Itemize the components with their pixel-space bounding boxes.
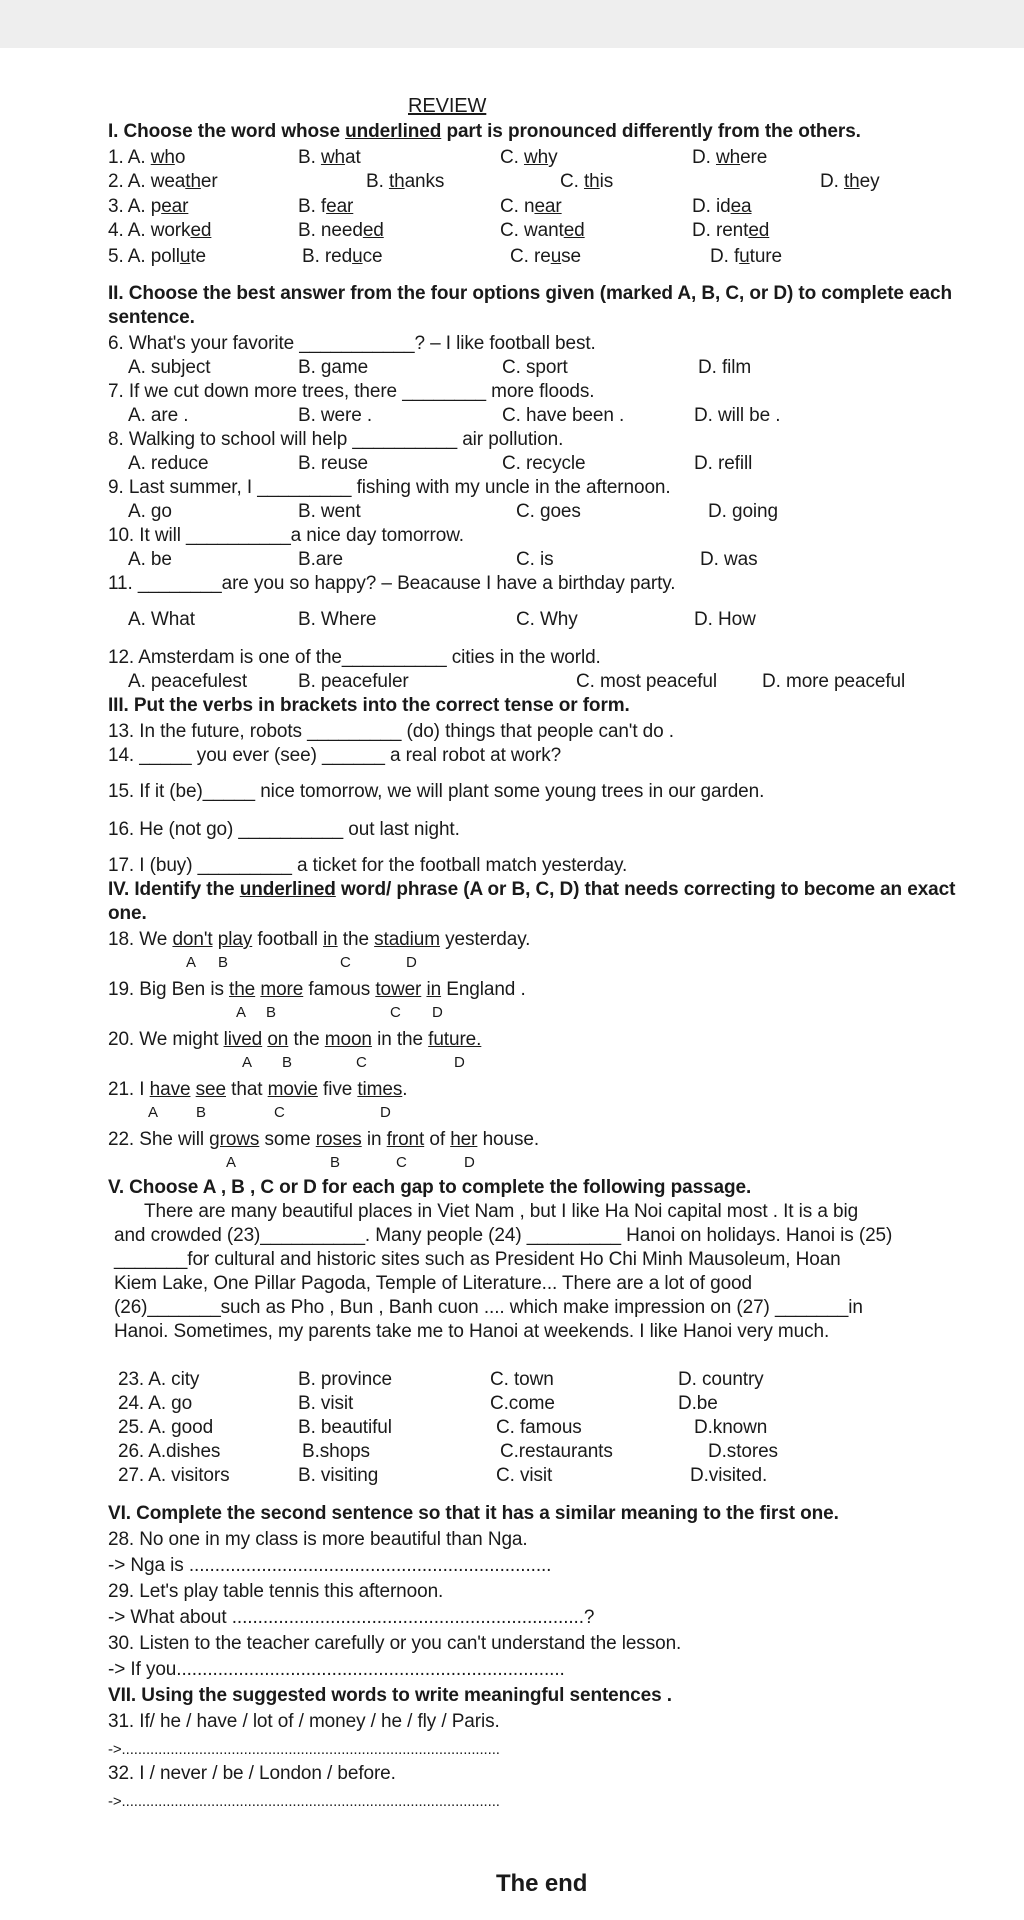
q11-option-a: A. What: [128, 609, 195, 630]
q25-option-c: C. famous: [496, 1417, 582, 1438]
q12-option-b: B. peacefuler: [298, 671, 409, 692]
q2-option-b: B. thanks: [366, 171, 445, 192]
section-6-heading: VI. Complete the second sentence so that it has a similar meaning to the first one.: [108, 1503, 839, 1524]
q19-letter-a: A: [236, 1004, 246, 1021]
q6-stem: 6. What's your favorite ___________? – I like football best.: [108, 333, 596, 354]
q9-option-b: B. went: [298, 501, 361, 522]
passage-line: There are many beautiful places in Viet Nam , but I like Ha Noi capital most . It is a big: [144, 1201, 859, 1222]
q25-option-a: 25. A. good: [118, 1417, 214, 1438]
q18-letter-b: B: [218, 954, 228, 971]
q3-option-d: D. idea: [692, 196, 752, 217]
q31: 31. If/ he / have / lot of / money / he / fly / Paris.: [108, 1711, 500, 1732]
section-1-heading: I. Choose the word whose underlined part is pronounced differently from the others.: [108, 121, 861, 142]
q10-option-c: C. is: [516, 549, 554, 570]
q13: 13. In the future, robots _________ (do) things that people can't do .: [108, 721, 674, 742]
section-3-heading: III. Put the verbs in brackets into the correct tense or form.: [108, 695, 630, 716]
q7-option-d: D. will be .: [694, 405, 781, 426]
q28: 28. No one in my class is more beautiful than Nga.: [108, 1529, 528, 1550]
q30-answer-line: -> If you...........................................................................: [108, 1659, 565, 1680]
q7-option-b: B. were .: [298, 405, 373, 426]
q2-option-d: D. they: [820, 171, 880, 192]
q20: 20. We might lived on the moon in the future.: [108, 1029, 482, 1050]
q1-option-c: C. why: [500, 147, 558, 168]
q24-option-a: 24. A. go: [118, 1393, 193, 1414]
q20-letter-d: D: [454, 1054, 465, 1071]
q8-option-b: B. reuse: [298, 453, 368, 474]
q22: 22. She will grows some roses in front of her house.: [108, 1129, 540, 1150]
q3-option-c: C. near: [500, 196, 562, 217]
q12-option-c: C. most peaceful: [576, 671, 717, 692]
q23-option-b: B. province: [298, 1369, 392, 1390]
q20-letter-a: A: [242, 1054, 252, 1071]
section-2-heading: II. Choose the best answer from the four options given (marked A, B, C, or D) to complete each: [108, 283, 952, 304]
q23-option-a: 23. A. city: [118, 1369, 200, 1390]
q19: 19. Big Ben is the more famous tower in England .: [108, 979, 526, 1000]
q5-option-b: B. reduce: [302, 246, 383, 267]
q6-option-a: A. subject: [128, 357, 211, 378]
q26-option-d: D.stores: [708, 1441, 778, 1462]
q6-option-d: D. film: [698, 357, 752, 378]
q21-letter-b: B: [196, 1104, 206, 1121]
q23-option-d: D. country: [678, 1369, 764, 1390]
q17: 17. I (buy) _________ a ticket for the football match yesterday.: [108, 855, 628, 876]
q12-option-a: A. peacefulest: [128, 671, 248, 692]
q2-option-c: C. this: [560, 171, 614, 192]
q20-letter-c: C: [356, 1054, 367, 1071]
q1-option-b: B. what: [298, 147, 361, 168]
page-title: REVIEW: [408, 95, 487, 117]
q18-letter-a: A: [186, 954, 196, 971]
q32-answer-line: ->.............................................................................................: [108, 1793, 500, 1810]
q11-option-b: B. Where: [298, 609, 377, 630]
passage-line: Hanoi. Sometimes, my parents take me to Hanoi at weekends. I like Hanoi very much.: [114, 1321, 830, 1342]
q27-option-d: D.visited.: [690, 1465, 768, 1486]
passage-line: Kiem Lake, One Pillar Pagoda, Temple of Literature... There are a lot of good: [114, 1273, 752, 1294]
q10-stem: 10. It will __________a nice day tomorrow.: [108, 525, 464, 546]
q21-letter-c: C: [274, 1104, 285, 1121]
q4-option-d: D. rented: [692, 220, 770, 241]
q9-stem: 9. Last summer, I _________ fishing with my uncle in the afternoon.: [108, 477, 671, 498]
q11-stem: 11. ________are you so happy? – Beacause I have a birthday party.: [108, 573, 676, 594]
q10-option-d: D. was: [700, 549, 758, 570]
q21: 21. I have see that movie five times.: [108, 1079, 408, 1100]
q22-letter-d: D: [464, 1154, 475, 1171]
q24-option-d: D.be: [678, 1393, 718, 1414]
q4-option-a: 4. A. worked: [108, 220, 212, 241]
q22-letter-b: B: [330, 1154, 340, 1171]
q9-option-d: D. going: [708, 501, 778, 522]
q18: 18. We don't play football in the stadium yesterday.: [108, 929, 531, 950]
q10-option-a: A. be: [128, 549, 172, 570]
q7-option-a: A. are .: [128, 405, 189, 426]
passage-line: (26)_______such as Pho , Bun , Banh cuon .... which make impression on (27) _______in: [114, 1297, 863, 1318]
q11-option-c: C. Why: [516, 609, 578, 630]
q20-letter-b: B: [282, 1054, 292, 1071]
q12-option-d: D. more peaceful: [762, 671, 906, 692]
q22-letter-c: C: [396, 1154, 407, 1171]
q6-option-c: C. sport: [502, 357, 568, 378]
q21-letter-d: D: [380, 1104, 391, 1121]
q26-option-b: B.shops: [302, 1441, 370, 1462]
q3-option-b: B. fear: [298, 196, 354, 217]
q23-option-c: C. town: [490, 1369, 554, 1390]
q16: 16. He (not go) __________ out last night.: [108, 819, 460, 840]
q5-option-c: C. reuse: [510, 246, 582, 267]
q25-option-b: B. beautiful: [298, 1417, 392, 1438]
q6-option-b: B. game: [298, 357, 369, 378]
q1-option-a: 1. A. who: [108, 147, 186, 168]
viewer-top-bar: [0, 0, 1024, 48]
q8-option-a: A. reduce: [128, 453, 209, 474]
q3-option-a: 3. A. pear: [108, 196, 189, 217]
q7-stem: 7. If we cut down more trees, there ________ more floods.: [108, 381, 595, 402]
end-text: The end: [496, 1870, 588, 1897]
q30: 30. Listen to the teacher carefully or you can't understand the lesson.: [108, 1633, 682, 1654]
worksheet-page: [0, 48, 1024, 1920]
q5-option-a: 5. A. pollute: [108, 246, 207, 267]
q7-option-c: C. have been .: [502, 405, 625, 426]
q25-option-d: D.known: [694, 1417, 768, 1438]
section-2-heading-cont: sentence.: [108, 307, 195, 328]
q9-option-c: C. goes: [516, 501, 581, 522]
q32: 32. I / never / be / London / before.: [108, 1763, 396, 1784]
q12-stem: 12. Amsterdam is one of the__________ cities in the world.: [108, 647, 601, 668]
q27-option-b: B. visiting: [298, 1465, 379, 1486]
passage-line: and crowded (23)__________. Many people (24) _________ Hanoi on holidays. Hanoi is (25): [114, 1225, 893, 1246]
q10-option-b: B.are: [298, 549, 343, 570]
q21-letter-a: A: [148, 1104, 158, 1121]
q24-option-b: B. visit: [298, 1393, 354, 1414]
q18-letter-d: D: [406, 954, 417, 971]
q29: 29. Let's play table tennis this afternoon.: [108, 1581, 444, 1602]
passage-line: _______for cultural and historic sites such as President Ho Chi Minh Mausoleum, Hoan: [114, 1249, 841, 1270]
section-4-heading: IV. Identify the underlined word/ phrase (A or B, C, D) that needs correcting to become an exact: [108, 879, 956, 900]
q14: 14. _____ you ever (see) ______ a real robot at work?: [108, 745, 562, 766]
q15: 15. If it (be)_____ nice tomorrow, we will plant some young trees in our garden.: [108, 781, 765, 802]
q4-option-b: B. needed: [298, 220, 384, 241]
q8-option-d: D. refill: [694, 453, 753, 474]
q1-option-d: D. where: [692, 147, 768, 168]
section-7-heading: VII. Using the suggested words to write meaningful sentences .: [108, 1685, 672, 1706]
q28-answer-line: -> Nga is ......................................................................: [108, 1555, 552, 1576]
q8-option-c: C. recycle: [502, 453, 586, 474]
section-5-heading: V. Choose A , B , C or D for each gap to complete the following passage.: [108, 1177, 752, 1198]
q27-option-c: C. visit: [496, 1465, 553, 1486]
q4-option-c: C. wanted: [500, 220, 585, 241]
q18-letter-c: C: [340, 954, 351, 971]
q11-option-d: D. How: [694, 609, 756, 630]
q5-option-d: D. future: [710, 246, 782, 267]
q24-option-c: C.come: [490, 1393, 555, 1414]
q31-answer-line: ->.............................................................................................: [108, 1741, 500, 1758]
q26-option-c: C.restaurants: [500, 1441, 613, 1462]
q2-option-a: 2. A. weather: [108, 171, 218, 192]
section-4-heading-cont: one.: [108, 903, 147, 924]
q19-letter-c: C: [390, 1004, 401, 1021]
q29-answer-line: -> What about ....................................................................?: [108, 1607, 595, 1628]
q9-option-a: A. go: [128, 501, 172, 522]
q19-letter-b: B: [266, 1004, 276, 1021]
q27-option-a: 27. A. visitors: [118, 1465, 230, 1486]
q8-stem: 8. Walking to school will help __________ air pollution.: [108, 429, 564, 450]
q22-letter-a: A: [226, 1154, 236, 1171]
q26-option-a: 26. A.dishes: [118, 1441, 221, 1462]
q19-letter-d: D: [432, 1004, 443, 1021]
